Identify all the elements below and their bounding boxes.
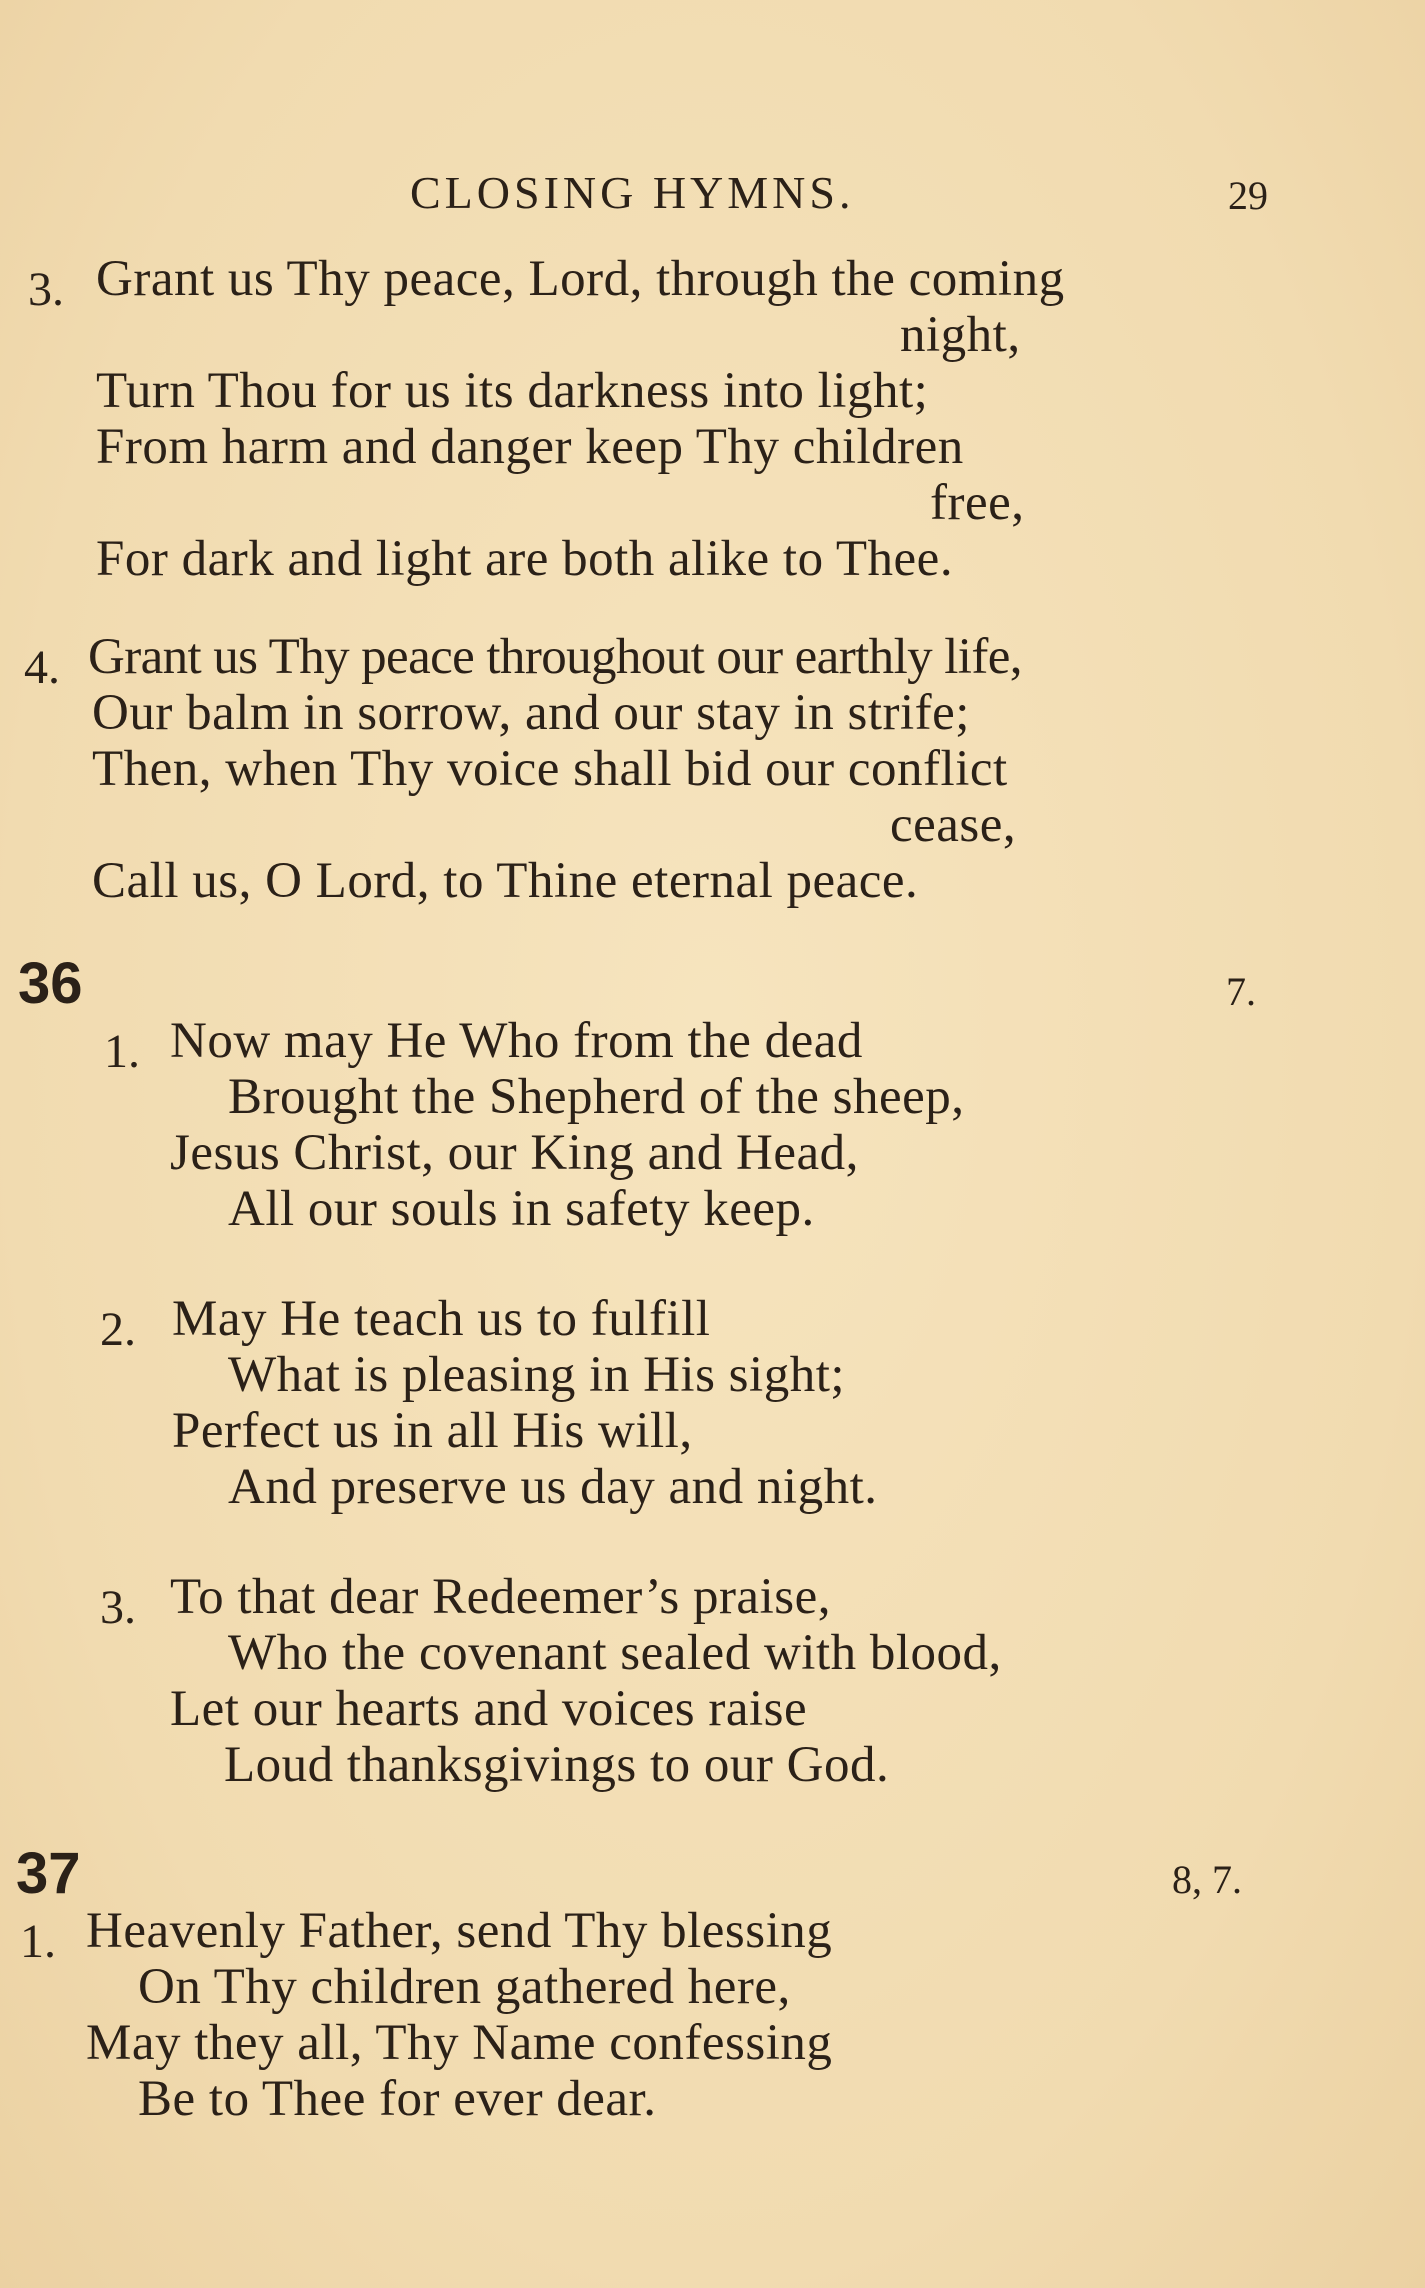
verse-line: May He teach us to fulfill	[172, 1291, 711, 1347]
page-header-title: CLOSING HYMNS.	[410, 167, 855, 218]
verse-line: Turn Thou for us its darkness into light;	[96, 363, 929, 419]
hymn-meter: 8, 7.	[1172, 1857, 1242, 1902]
verse-line: Jesus Christ, our King and Head,	[170, 1125, 859, 1181]
verse-line: From harm and danger keep Thy children	[96, 419, 964, 475]
verse-line: Who the covenant sealed with blood,	[228, 1625, 1002, 1681]
hymn-number: 37	[16, 1841, 81, 1906]
verse-line: Then, when Thy voice shall bid our conflict	[92, 741, 1008, 797]
verse-number: 1.	[104, 1025, 140, 1078]
verse-number: 3.	[28, 263, 64, 316]
verse-number: 1.	[20, 1915, 56, 1968]
verse-line: To that dear Redeemer’s praise,	[170, 1569, 831, 1625]
verse-line-turnover: night,	[900, 307, 1021, 363]
hymn-meter: 7.	[1226, 969, 1256, 1014]
verse-line: On Thy children gathered here,	[138, 1959, 791, 2015]
hymn-number: 36	[18, 951, 83, 1016]
verse-line: Heavenly Father, send Thy blessing	[86, 1903, 833, 1959]
page-number: 29	[1228, 173, 1268, 218]
verse-line: Loud thanksgivings to our God.	[224, 1737, 890, 1793]
verse-line-turnover: cease,	[890, 797, 1017, 853]
verse-line: Be to Thee for ever dear.	[138, 2071, 657, 2127]
verse-line: What is pleasing in His sight;	[228, 1347, 846, 1403]
verse-line: Brought the Shepherd of the sheep,	[228, 1069, 965, 1125]
verse-line: Grant us Thy peace, Lord, through the coming	[96, 251, 1065, 307]
verse-line: Now may He Who from the dead	[170, 1013, 863, 1069]
verse-line: All our souls in safety keep.	[228, 1181, 815, 1237]
verse-line: Perfect us in all His will,	[172, 1403, 693, 1459]
verse-number: 4.	[24, 641, 60, 694]
verse-line: May they all, Thy Name confessing	[86, 2015, 833, 2071]
verse-line: For dark and light are both alike to Thee.	[96, 531, 954, 587]
verse-line: Grant us Thy peace throughout our earthly life,	[88, 629, 1022, 685]
verse-line: Call us, O Lord, to Thine eternal peace.	[92, 853, 919, 909]
verse-line-turnover: free,	[930, 475, 1025, 531]
verse-number: 3.	[100, 1581, 136, 1634]
verse-line: Our balm in sorrow, and our stay in strife;	[92, 685, 970, 741]
verse-line: Let our hearts and voices raise	[170, 1681, 808, 1737]
verse-number: 2.	[100, 1303, 136, 1356]
verse-line: And preserve us day and night.	[228, 1459, 878, 1515]
